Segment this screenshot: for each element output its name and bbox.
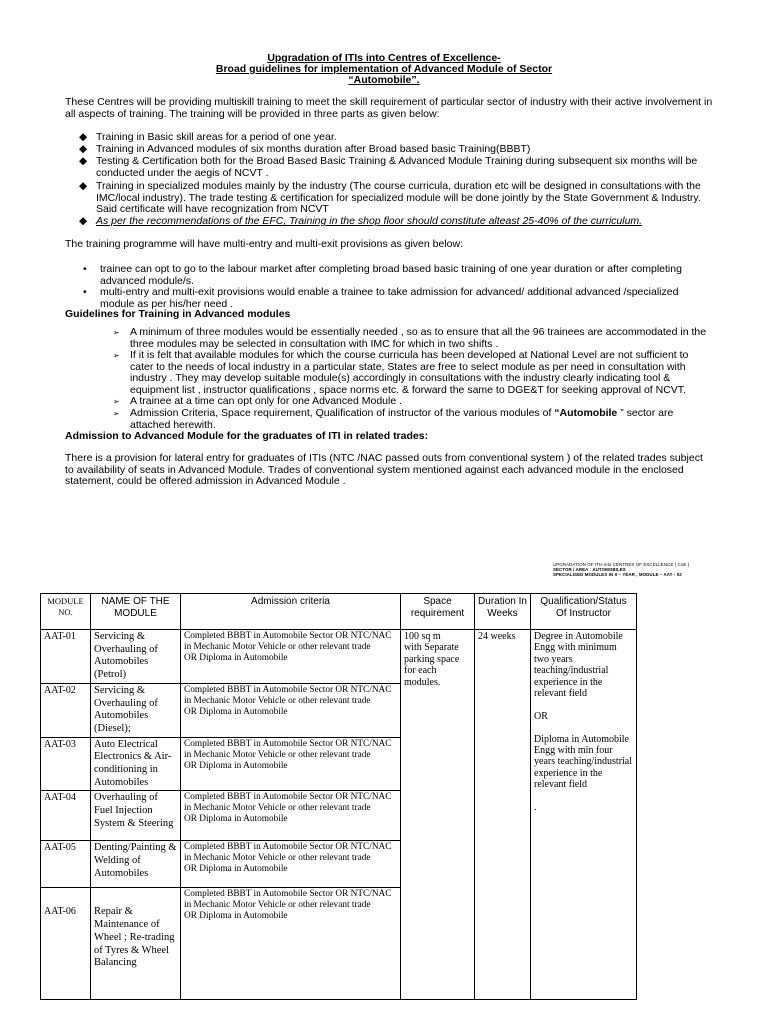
admission-cell: Completed BBBT in Automobile Sector OR NTC/NAC in Mechanic Motor Vehicle or other relevant trade OR Diploma in Automobile: [181, 737, 401, 791]
table-caption-line-2: SECTOR / AREA : AUTOMOBILES: [553, 567, 626, 572]
module-no-cell: AAT-06: [41, 888, 91, 1000]
admission-cell: Completed BBBT in Automobile Sector OR NTC/NAC in Mechanic Motor Vehicle or other relevant trade OR Diploma in Automobile: [181, 683, 401, 737]
diamond-bullet-icon: ◆: [79, 215, 88, 227]
doc-title-line-2: Broad guidelines for implementation of Advanced Module of Sector: [215, 63, 553, 75]
qualification-cell: Degree in Automobile Engg with minimum two years teaching/industrial experience in the relevant field OR Diploma in Automobile Engg with min four years teaching/industrial experience in the relevant field .: [531, 630, 637, 1000]
list-item: ◆ Training in Advanced modules of six months duration after Broad based basic Training(BBBT): [79, 143, 531, 155]
arrowhead-bullet-icon: ➢: [113, 351, 120, 360]
list-item: ◆ Training in specialized modules mainly by the industry (The course curricula, duration etc will be designed in consultations with the IMC/local industry). The trade testing & certification for specialized module will be done jointly by the State Government & Industry. Said certificate will have recognization from NCVT: [79, 180, 701, 215]
diamond-bullet-icon: ◆: [79, 155, 88, 167]
module-name-cell: Repair & Maintenance of Wheel ; Re-trading of Tyres & Wheel Balancing: [91, 888, 181, 1000]
module-name-cell: Servicing & Overhauling of Automobiles (Petrol): [91, 630, 181, 684]
list-item: ➢ If it is felt that available modules for which the course curricula has been developed at National Level are not sufficient to cater to the needs of local industry in a particular state, States are free to select module as per need in consultation with industry . They may develop suitable module(s) accordingly in consultations with the industry clearly indicating tool & equipment list , instructor qualifications , space norms etc. & forward the same to DGE&T for seeking approval of NCVT.: [113, 349, 689, 396]
list-item: ◆ As per the recommendations of the EFC, Training in the shop floor should constitute alteast 25-40% of the curriculum.: [79, 215, 643, 227]
module-no-cell: AAT-02: [41, 683, 91, 737]
intro-paragraph: These Centres will be providing multiskill training to meet the skill requirement of particular sector of industry with their active involvement in all aspects of training. The training will be provided in three parts as given below:: [65, 96, 713, 120]
admission-header: Admission criteria: [181, 594, 401, 630]
table-caption-line-1: UPGRADATION OF ITIs into CENTRES OF EXCELLENCE ( CoE ): [553, 562, 690, 567]
admission-cell: Completed BBBT in Automobile Sector OR NTC/NAC in Mechanic Motor Vehicle or other relevant trade OR Diploma in Automobile: [181, 791, 401, 841]
module-no-header: MODULE NO.: [41, 594, 91, 630]
module-name-cell: Auto Electrical Electronics & Air-conditioning in Automobiles: [91, 737, 181, 791]
module-name-cell: Overhauling of Fuel Injection System & Steering: [91, 791, 181, 841]
diamond-bullet-icon: ◆: [79, 180, 88, 192]
admission-cell: Completed BBBT in Automobile Sector OR NTC/NAC in Mechanic Motor Vehicle or other relevant trade OR Diploma in Automobile: [181, 888, 401, 1000]
diamond-bullet-icon: ◆: [79, 143, 88, 155]
module-name-cell: Denting/Painting & Welding of Automobiles: [91, 841, 181, 888]
list-item: • trainee can opt to go to the labour market after completing broad based basic training of one year duration or after completing advanced module/s.: [83, 263, 682, 287]
space-header: Space requirement: [401, 594, 475, 630]
space-cell: 100 sq m with Separate parking space for each modules.: [401, 630, 475, 1000]
module-no-cell: AAT-03: [41, 737, 91, 791]
arrowhead-bullet-icon: ➢: [113, 397, 120, 406]
table-row: [41, 630, 637, 684]
admission-cell: Completed BBBT in Automobile Sector OR NTC/NAC in Mechanic Motor Vehicle or other relevant trade OR Diploma in Automobile: [181, 841, 401, 888]
list-item: ◆ Training in Basic skill areas for a period of one year.: [79, 131, 337, 143]
diamond-bullet-icon: ◆: [79, 131, 88, 143]
doc-title-line-1: Upgradation of ITIs into Centres of Excellence-: [267, 52, 501, 64]
table-caption-line-3: SPECIALISED MODULES IN II – YEAR , MODULE – AAT - 02: [553, 572, 682, 577]
arrowhead-bullet-icon: ➢: [113, 409, 120, 418]
qualification-header: Qualification/Status Of Instructor: [531, 594, 637, 630]
dot-bullet-icon: •: [83, 263, 87, 275]
multi-entry-intro: The training programme will have multi-entry and multi-exit provisions as given below:: [65, 238, 464, 250]
module-no-cell: AAT-04: [41, 791, 91, 841]
dot-bullet-icon: •: [83, 286, 87, 298]
admission-heading: Admission to Advanced Module for the graduates of ITI in related trades:: [65, 430, 429, 442]
table-header-row: [41, 594, 637, 630]
guidelines-heading: Guidelines for Training in Advanced modules: [65, 308, 291, 320]
list-item: ➢ A minimum of three modules would be essentially needed , so as to ensure that all the 96 trainees are accommodated in the three modules may be selected in consultation with IMC for which in two shifts .: [113, 326, 707, 350]
module-no-cell: AAT-01: [41, 630, 91, 684]
modules-table: [40, 593, 637, 1000]
module-name-cell: Servicing & Overhauling of Automobiles (Diesel);: [91, 683, 181, 737]
doc-title-line-3: “Automobile”.: [348, 74, 420, 86]
list-item: • multi-entry and multi-exit provisions would enable a trainee to take admission for advanced/ additional advanced /specialized module as per his/her need .: [83, 286, 679, 310]
module-no-cell: AAT-05: [41, 841, 91, 888]
list-item: ➢ Admission Criteria, Space requirement, Qualification of instructor of the various modules of “Automobile ” sector are attached herewith.: [113, 407, 674, 431]
arrowhead-bullet-icon: ➢: [113, 328, 120, 337]
module-name-header: NAME OF THE MODULE: [91, 594, 181, 630]
duration-header: Duration In Weeks: [475, 594, 531, 630]
duration-cell: 24 weeks: [475, 630, 531, 1000]
list-item: ➢ A trainee at a time can opt only for one Advanced Module .: [113, 395, 403, 407]
admission-cell: Completed BBBT in Automobile Sector OR NTC/NAC in Mechanic Motor Vehicle or other relevant trade OR Diploma in Automobile: [181, 630, 401, 684]
admission-paragraph: There is a provision for lateral entry for graduates of ITIs (NTC /NAC passed outs from conventional system ) of the related trades subject to availability of seats in Advanced Module. Trades of conventional system mentioned against each advanced module in the enclosed statement, could be offered admission in Advanced Module .: [65, 452, 703, 487]
list-item: ◆ Testing & Certification both for the Broad Based Basic Training & Advanced Module Training during subsequent six months will be conducted under the aegis of NCVT .: [79, 155, 698, 179]
